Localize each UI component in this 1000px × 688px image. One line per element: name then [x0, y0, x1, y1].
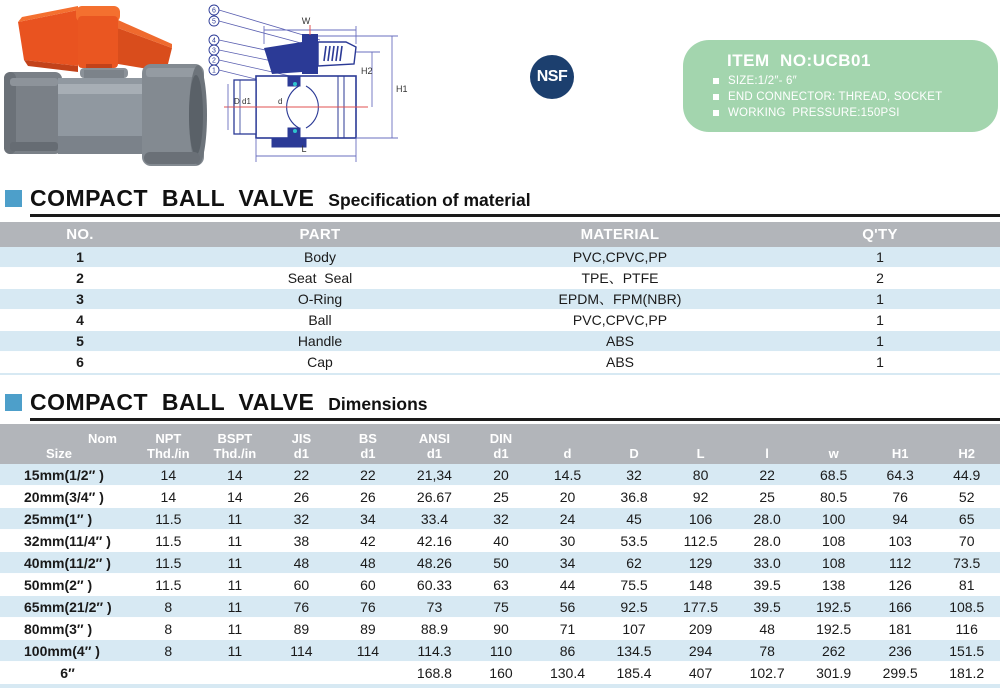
cell: 32	[601, 464, 668, 486]
cell: 130.4	[534, 662, 601, 684]
cell: 22	[268, 464, 335, 486]
cell: 407	[667, 662, 734, 684]
table-row	[0, 331, 1000, 352]
cell: 42.16	[401, 530, 468, 552]
cell: 32	[268, 508, 335, 530]
cell: EPDM、FPM(NBR)	[480, 289, 760, 310]
cell: 88.9	[401, 618, 468, 640]
cell: 1	[760, 247, 1000, 268]
cell: 11	[202, 552, 269, 574]
badge-pressure-text: WORKING PRESSURE:150PSI	[728, 107, 900, 119]
cell: 160	[468, 662, 535, 684]
cell: 14	[135, 464, 202, 486]
col-header: H1	[867, 424, 934, 464]
cell: 34	[534, 552, 601, 574]
cell: 42	[335, 530, 402, 552]
table-row	[0, 486, 1000, 508]
cell: 38	[268, 530, 335, 552]
cell: 108	[800, 552, 867, 574]
cell: 5	[0, 331, 160, 352]
cell: 126	[867, 574, 934, 596]
label-L: L	[301, 144, 307, 154]
cell: 86	[534, 640, 601, 662]
table-row	[0, 574, 1000, 596]
cell: 90	[468, 618, 535, 640]
cell: 64.3	[867, 464, 934, 486]
cell: 65mm(21/2″ )	[0, 596, 135, 618]
cell: 76	[867, 486, 934, 508]
cell: 30	[534, 530, 601, 552]
cell: PVC,CPVC,PP	[480, 310, 760, 331]
cell: 262	[800, 640, 867, 662]
cell: 8	[135, 618, 202, 640]
cell: 28.0	[734, 508, 801, 530]
cell: 39.5	[734, 574, 801, 596]
cell: 80.5	[800, 486, 867, 508]
table-row	[0, 530, 1000, 552]
cell: 116	[933, 618, 1000, 640]
technical-drawing	[198, 0, 418, 178]
cell: 26	[268, 486, 335, 508]
cell: 185.4	[601, 662, 668, 684]
col-header: L	[667, 424, 734, 464]
col-header: w	[800, 424, 867, 464]
cell: 20	[468, 464, 535, 486]
cell: 8	[135, 596, 202, 618]
col-header: Q'TY	[760, 222, 1000, 247]
drawing-handle	[264, 34, 356, 74]
cell: 134.5	[601, 640, 668, 662]
table-row	[0, 552, 1000, 574]
drawing-body	[234, 76, 356, 147]
cell: 1	[0, 247, 160, 268]
table-row	[0, 247, 1000, 268]
cell: 33.4	[401, 508, 468, 530]
label-d1: d1	[242, 97, 251, 106]
cell: 6	[0, 352, 160, 373]
cell: 26	[335, 486, 402, 508]
cell: 100mm(4″ )	[0, 640, 135, 662]
nsf-logo	[530, 55, 574, 99]
cell: 53.5	[601, 530, 668, 552]
cell: 48	[335, 552, 402, 574]
cell: 22	[335, 464, 402, 486]
cell: 110	[468, 640, 535, 662]
cell: 80mm(3″ )	[0, 618, 135, 640]
cell: 48	[734, 618, 801, 640]
cell: 11.5	[135, 508, 202, 530]
cell: 76	[268, 596, 335, 618]
cell: 108	[800, 530, 867, 552]
cell: 65	[933, 508, 1000, 530]
cell: 75	[468, 596, 535, 618]
cell: 70	[933, 530, 1000, 552]
cell: 11.5	[135, 530, 202, 552]
cell	[268, 662, 335, 684]
cell: 148	[667, 574, 734, 596]
label-H1: H1	[396, 84, 408, 94]
cell: 114	[335, 640, 402, 662]
cell: 103	[867, 530, 934, 552]
cell: 40	[468, 530, 535, 552]
col-header: l	[734, 424, 801, 464]
badge-size-text: SIZE:1/2″- 6″	[728, 75, 797, 87]
cell: 11	[202, 508, 269, 530]
col-header: Nom Size	[0, 424, 135, 464]
cell: 114.3	[401, 640, 468, 662]
col-header: d	[534, 424, 601, 464]
cell: Seat Seal	[160, 268, 480, 289]
col-header: JIS d1	[268, 424, 335, 464]
cell: 89	[335, 618, 402, 640]
cell: 92.5	[601, 596, 668, 618]
cell: 50mm(2″ )	[0, 574, 135, 596]
section-dimensions-header	[0, 390, 1000, 421]
cell: 92	[667, 486, 734, 508]
cell: Body	[160, 247, 480, 268]
cell: 236	[867, 640, 934, 662]
cell: 39.5	[734, 596, 801, 618]
label-d: d	[278, 97, 283, 106]
cell: 81	[933, 574, 1000, 596]
table-row	[0, 464, 1000, 486]
cell: 73	[401, 596, 468, 618]
cell	[335, 662, 402, 684]
valve-body-graphic	[4, 64, 207, 166]
cell: 14	[202, 486, 269, 508]
cell: 11	[202, 618, 269, 640]
badge-size-line	[713, 75, 986, 87]
cell: 192.5	[800, 596, 867, 618]
cell: 8	[135, 640, 202, 662]
section-subtitle: Specification of material	[328, 190, 531, 210]
callout-5: 5	[212, 18, 216, 26]
bullet-square-icon	[713, 78, 719, 84]
material-table	[0, 222, 1000, 375]
cell: 14	[202, 464, 269, 486]
cell: 181.2	[933, 662, 1000, 684]
callout-3: 3	[212, 47, 216, 55]
cell: 48.26	[401, 552, 468, 574]
col-header: MATERIAL	[480, 222, 760, 247]
table-row	[0, 310, 1000, 331]
cell: 44	[534, 574, 601, 596]
cell: 89	[268, 618, 335, 640]
cell: 11.5	[135, 574, 202, 596]
badge-connector-line	[713, 91, 986, 103]
cell: 36.8	[601, 486, 668, 508]
badge-connector-text: END CONNECTOR: THREAD, SOCKET	[728, 91, 943, 103]
cell: Handle	[160, 331, 480, 352]
cell: 62	[601, 552, 668, 574]
cell: 52	[933, 486, 1000, 508]
col-header: D	[601, 424, 668, 464]
cell: 11	[202, 574, 269, 596]
cell: 94	[867, 508, 934, 530]
cell: 209	[667, 618, 734, 640]
cell: 45	[601, 508, 668, 530]
col-header: NPT Thd./in	[135, 424, 202, 464]
cell: 20mm(3/4″ )	[0, 486, 135, 508]
cell: 112	[867, 552, 934, 574]
cell: 114	[268, 640, 335, 662]
cell: 11	[202, 596, 269, 618]
badge-pressure-line	[713, 107, 986, 119]
cell: 107	[601, 618, 668, 640]
cell: 50	[468, 552, 535, 574]
cell: 34	[335, 508, 402, 530]
cell: 11	[202, 640, 269, 662]
cell: 3	[0, 289, 160, 310]
callout-1: 1	[212, 67, 216, 75]
blue-square-icon	[5, 190, 22, 207]
cell: 192.5	[800, 618, 867, 640]
callout-2: 2	[212, 57, 216, 65]
cell: 102.7	[734, 662, 801, 684]
table-row	[0, 289, 1000, 310]
item-info-badge	[683, 40, 998, 132]
dimensions-table	[0, 424, 1000, 688]
cell: 299.5	[867, 662, 934, 684]
cell: 32mm(11/4″ )	[0, 530, 135, 552]
label-D: D	[234, 97, 240, 106]
table-row	[0, 618, 1000, 640]
cell: 44.9	[933, 464, 1000, 486]
cell: 1	[760, 331, 1000, 352]
cell: 33.0	[734, 552, 801, 574]
cell: 112.5	[667, 530, 734, 552]
header-row	[0, 222, 1000, 247]
cell: Cap	[160, 352, 480, 373]
table-row	[0, 268, 1000, 289]
cell: PVC,CPVC,PP	[480, 247, 760, 268]
cell: 76	[335, 596, 402, 618]
col-header: BSPT Thd./in	[202, 424, 269, 464]
cell: ABS	[480, 331, 760, 352]
cell: ABS	[480, 352, 760, 373]
cell: 60.33	[401, 574, 468, 596]
section-title: COMPACT BALL VALVE	[30, 185, 315, 211]
callout-6: 6	[212, 7, 216, 15]
section-material-header	[0, 186, 1000, 217]
cell: 108.5	[933, 596, 1000, 618]
section-title: COMPACT BALL VALVE	[30, 389, 315, 415]
cell: 138	[800, 574, 867, 596]
cell: 181	[867, 618, 934, 640]
cell: 2	[0, 268, 160, 289]
cell: 1	[760, 289, 1000, 310]
cell: 78	[734, 640, 801, 662]
cell: 21,34	[401, 464, 468, 486]
nsf-logo-text: NSF	[536, 68, 568, 85]
cell: 177.5	[667, 596, 734, 618]
cell: 26.67	[401, 486, 468, 508]
cell: TPE、PTFE	[480, 268, 760, 289]
header-row	[0, 424, 1000, 464]
cell: 2	[760, 268, 1000, 289]
cell: 68.5	[800, 464, 867, 486]
label-W: W	[301, 16, 311, 26]
blue-square-icon	[5, 394, 22, 411]
cell: 28.0	[734, 530, 801, 552]
cell: 22	[734, 464, 801, 486]
cell: 20	[534, 486, 601, 508]
bullet-square-icon	[713, 110, 719, 116]
cell: 24	[534, 508, 601, 530]
cell	[202, 662, 269, 684]
cell: 14	[135, 486, 202, 508]
col-header: DIN d1	[468, 424, 535, 464]
label-H2: H2	[361, 66, 373, 76]
cell: 100	[800, 508, 867, 530]
cell: 75.5	[601, 574, 668, 596]
cell: 106	[667, 508, 734, 530]
table-row	[0, 662, 1000, 684]
table-row	[0, 596, 1000, 618]
cell: 1	[760, 310, 1000, 331]
cell: 15mm(1/2″ )	[0, 464, 135, 486]
cell: 4	[0, 310, 160, 331]
cell: O-Ring	[160, 289, 480, 310]
cell: 151.5	[933, 640, 1000, 662]
table-row	[0, 352, 1000, 373]
cell: 80	[667, 464, 734, 486]
cell	[135, 662, 202, 684]
cell: 168.8	[401, 662, 468, 684]
cell: 60	[335, 574, 402, 596]
cell: Ball	[160, 310, 480, 331]
cell: 129	[667, 552, 734, 574]
col-header: BS d1	[335, 424, 402, 464]
section-subtitle: Dimensions	[328, 394, 428, 414]
cell: 25	[734, 486, 801, 508]
cell: 60	[268, 574, 335, 596]
col-header: NO.	[0, 222, 160, 247]
table-row	[0, 640, 1000, 662]
cell: 166	[867, 596, 934, 618]
table-row	[0, 508, 1000, 530]
col-header: ANSI d1	[401, 424, 468, 464]
item-number: ITEM NO:UCB01	[727, 51, 871, 70]
cell: 11.5	[135, 552, 202, 574]
callout-4: 4	[212, 37, 216, 45]
bullet-square-icon	[713, 94, 719, 100]
cell: 14.5	[534, 464, 601, 486]
cell: 63	[468, 574, 535, 596]
cell: 294	[667, 640, 734, 662]
cell: 73.5	[933, 552, 1000, 574]
cell: 11	[202, 530, 269, 552]
cell: 56	[534, 596, 601, 618]
cell: 71	[534, 618, 601, 640]
cell: 40mm(11/2″ )	[0, 552, 135, 574]
cell: 48	[268, 552, 335, 574]
cell: 25mm(1″ )	[0, 508, 135, 530]
cell: 1	[760, 352, 1000, 373]
cell: 32	[468, 508, 535, 530]
cell: 6″	[0, 662, 135, 684]
col-header: PART	[160, 222, 480, 247]
cell: 25	[468, 486, 535, 508]
product-photo	[2, 4, 207, 169]
cell: 301.9	[800, 662, 867, 684]
callout-circles	[209, 5, 219, 75]
col-header: H2	[933, 424, 1000, 464]
